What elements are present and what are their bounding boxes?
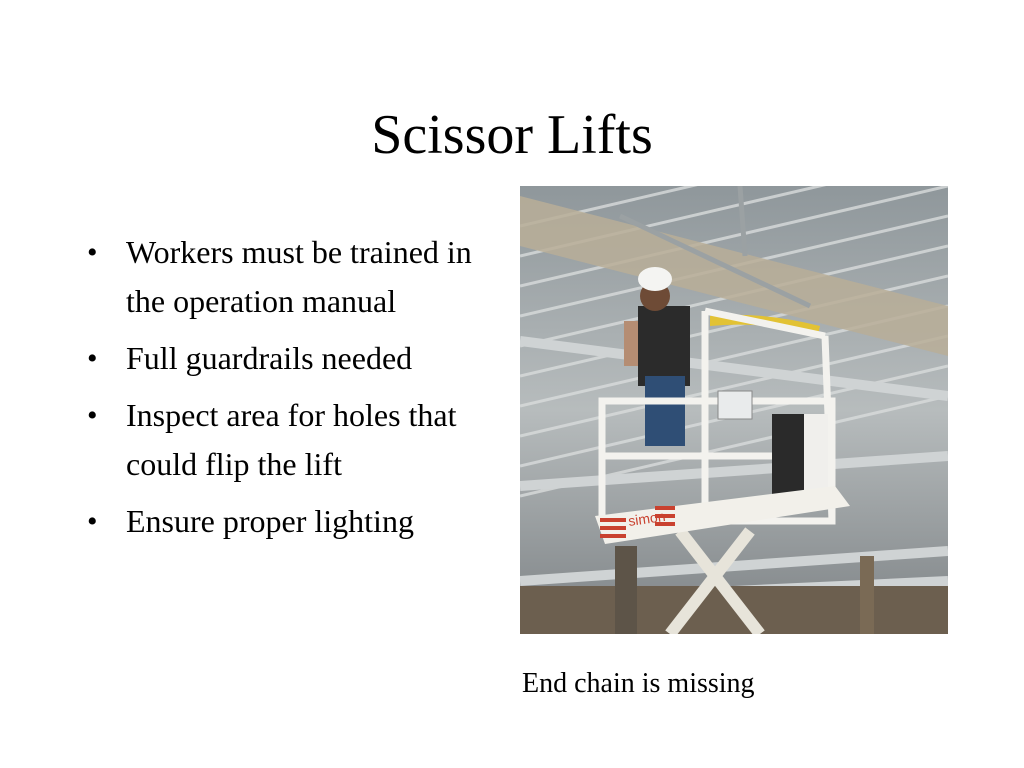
bullet-item [82,497,502,546]
scissor-lift-photo [520,186,948,634]
bullet-text: Full guardrails needed [126,340,413,376]
bullet-item [82,228,502,326]
bullet-dot-icon: • [87,505,98,538]
bullet-text: Workers must be trained in the operation manual [126,234,472,319]
brand-label: simon [627,507,667,529]
bullet-text: Ensure proper lighting [126,503,414,539]
slide-title: Scissor Lifts [371,104,653,166]
bullet-item [82,334,502,383]
bullet-list [82,228,502,554]
bullet-dot-icon: • [87,399,98,432]
bullet-dot-icon: • [87,342,98,375]
photo-caption: End chain is missing [522,668,755,699]
bullet-text: Inspect area for holes that could flip the lift [126,397,457,482]
bullet-item [82,391,502,489]
bullet-dot-icon: • [87,236,98,269]
